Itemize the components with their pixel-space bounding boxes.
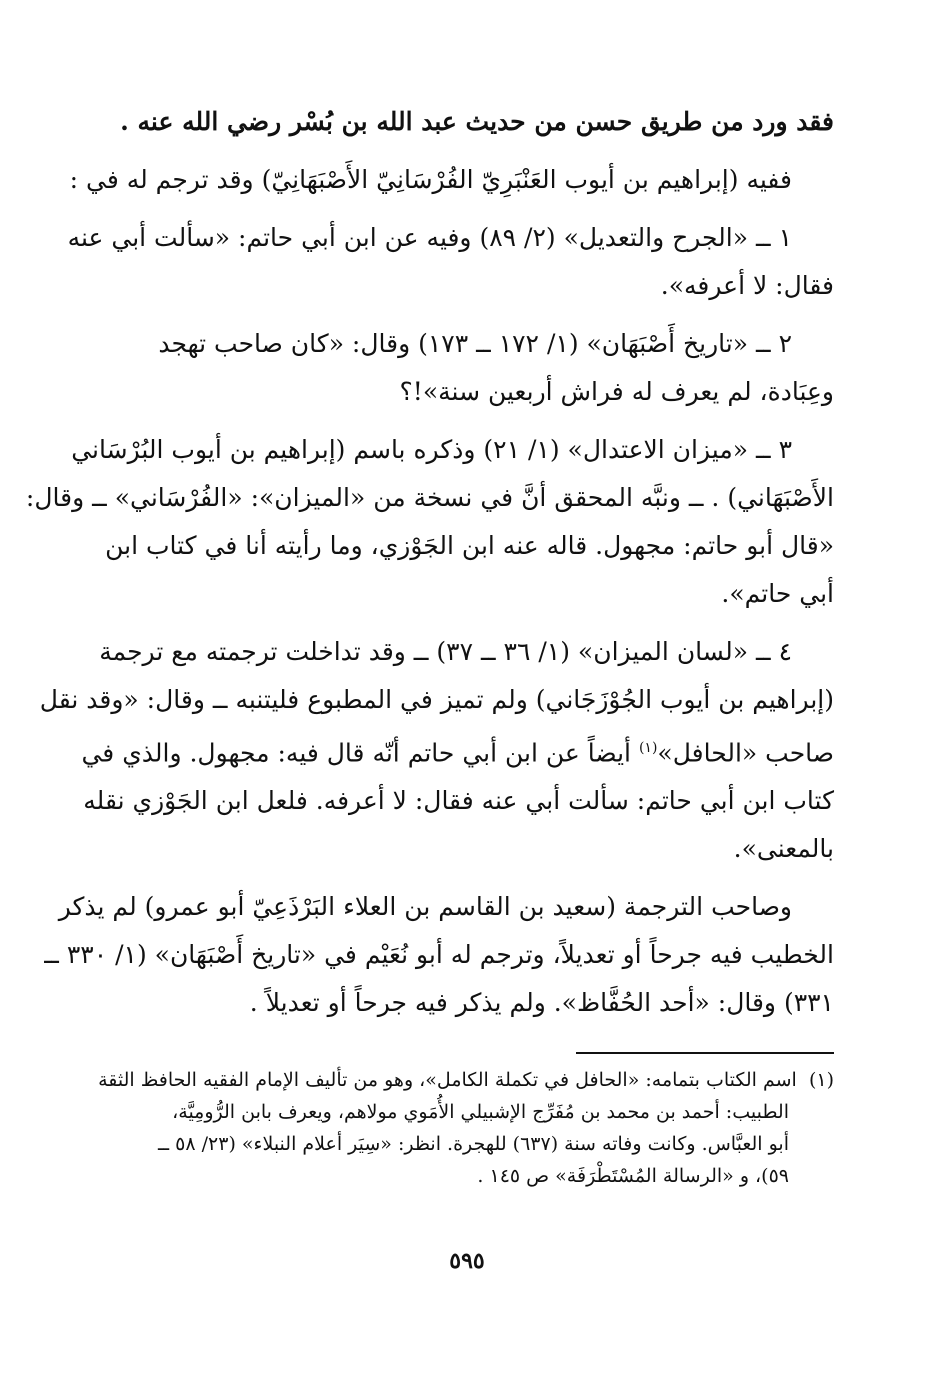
paragraph-subject bbox=[69, 156, 834, 204]
text-line: ففيه (إبراهيم بن أيوب العَنْبَرِيّ الفُرْسَانِيّ الأَصْبَهَانِيّ) وقد ترجم له في : bbox=[69, 165, 792, 194]
page-number: ٥٩٥ bbox=[449, 1248, 485, 1274]
text-line: «قال أبو حاتم: مجهول. قاله عنه ابن الجَوْزي، وما رأيته أنا في كتاب ابن bbox=[105, 531, 834, 560]
text-line: كتاب ابن أبي حاتم: سألت أبي عنه فقال: لا أعرفه. فلعل ابن الجَوْزي نقله bbox=[83, 786, 834, 816]
paragraph-item-4 bbox=[39, 628, 834, 873]
paragraph-subject-2 bbox=[44, 883, 834, 1027]
text-line: ١ ــ «الجرح والتعديل» (٢/ ٨٩) وفيه عن ابن أبي حاتم: «سألت أبي عنه bbox=[67, 223, 792, 252]
text-line: بالمعنى». bbox=[733, 834, 834, 864]
paragraph-item-1 bbox=[67, 214, 834, 310]
paragraph-item-2 bbox=[78, 320, 834, 416]
footnote-line: ٥٩)، و «الرسالة المُسْتَطْرَفَة» ص ١٤٥ . bbox=[477, 1165, 789, 1187]
footnote-line: أبو العبَّاس. وكانت وفاته سنة (٦٣٧) للهجرة. انظر: «سِيَر أعلام النبلاء» (٢٣/ ٥٨ ــ bbox=[157, 1133, 789, 1155]
footnote-line: الطبيب: أحمد بن محمد بن مُفَرِّج الإشبيلي الأُمَوي مولاهم، ويعرف بابن الرُّومِيَّة، bbox=[172, 1101, 789, 1123]
text-line: فقال: لا أعرفه». bbox=[660, 271, 834, 300]
paragraph-intro bbox=[78, 98, 834, 146]
text-line bbox=[78, 724, 834, 777]
text-line: أبي حاتم». bbox=[721, 579, 834, 608]
text-span: أيضاً عن ابن أبي حاتم أنّه قال فيه: مجهول. والذي في bbox=[81, 738, 631, 768]
text-line: (إبراهيم بن أيوب الجُوْزَجَاني) ولم تميز في المطبوع فليتنبه ــ وقال: «وقد نقل bbox=[39, 685, 834, 714]
text-line: ٢ ــ «تاريخ أَصْبَهَان» (١/ ١٧٢ ــ ١٧٣) وقال: «كان صاحب تهجد bbox=[158, 329, 792, 358]
footnote-number: (١) bbox=[808, 1069, 834, 1091]
footnote-text: اسم الكتاب بتمامه: «الحافل في تكملة الكامل»، وهو من تأليف الإمام الفقيه الحافظ الثقة bbox=[98, 1069, 797, 1091]
footnote-reference[interactable]: (١) bbox=[638, 740, 658, 756]
text-line: وصاحب الترجمة (سعيد بن القاسم بن العلاء البَرْذَعِيّ أبو عمرو) لم يذكر bbox=[58, 892, 792, 922]
paragraph-item-3 bbox=[25, 426, 834, 618]
text-line: الأَصْبَهَاني) . ــ ونبَّه المحقق أنَّ في نسخة من «الميزان»: «الفُرْسَاني» ــ وقال: bbox=[25, 483, 834, 512]
text-span: صاحب «الحافل» bbox=[657, 738, 834, 768]
text-line: ٣ ــ «ميزان الاعتدال» (١/ ٢١) وذكره باسم (إبراهيم بن أيوب البُرْسَاني bbox=[71, 435, 792, 464]
text-line: وعِبَادة، لم يعرف له فراش أربعين سنة»!؟ bbox=[399, 377, 834, 406]
footnote-separator bbox=[576, 1052, 834, 1054]
text-line: فقد ورد من طريق حسن من حديث عبد الله بن بُسْر رضي الله عنه . bbox=[120, 107, 834, 136]
text-line: الخطيب فيه جرحاً أو تعديلاً، وترجم له أبو نُعَيْم في «تاريخ أَصْبَهَان» (١/ ٣٣٠ ــ bbox=[44, 940, 834, 970]
text-line: ٣٣١) وقال: «أحد الحُفَّاظ». ولم يذكر فيه جرحاً أو تعديلاً . bbox=[249, 988, 834, 1018]
main-text bbox=[25, 98, 834, 1037]
text-line: ٤ ــ «لسان الميزان» (١/ ٣٦ ــ ٣٧) ــ وقد تداخلت ترجمته مع ترجمة bbox=[99, 637, 792, 666]
footnotes bbox=[78, 1064, 834, 1192]
footnote-line bbox=[78, 1064, 834, 1096]
